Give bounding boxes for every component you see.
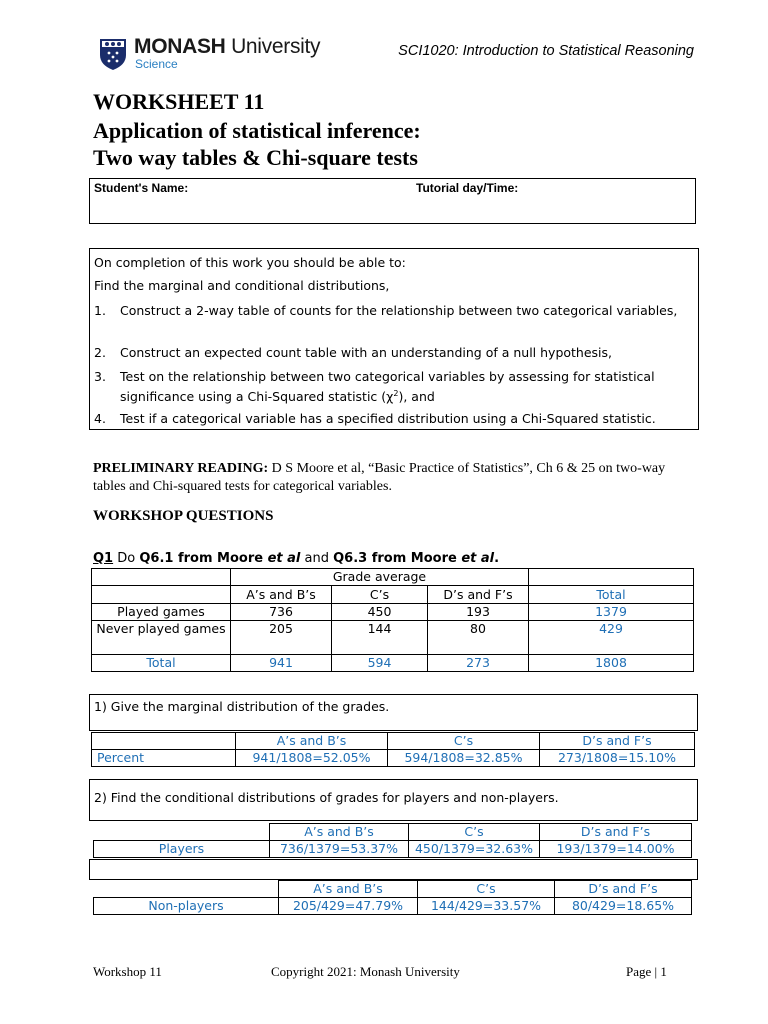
column-header: D’s and F’s	[540, 733, 695, 750]
table-cell: 450/1379=32.63%	[409, 841, 540, 858]
table-cell	[92, 733, 236, 750]
learning-objectives-box	[89, 248, 699, 430]
table-cell: 1379	[529, 604, 694, 621]
column-header: C’s	[409, 824, 540, 841]
table-cell: 80	[428, 621, 529, 655]
table-cell: 594/1808=32.85%	[388, 750, 540, 767]
preliminary-reading: PRELIMINARY READING: D S Moore et al, “Basic Practice of Statistics”, Ch 6 & 25 on two-way tables and Chi-squared tests for categorical variables.	[93, 461, 666, 494]
table-cell	[92, 586, 231, 604]
table-cell: 273	[428, 655, 529, 672]
table-cell: 144/429=33.57%	[418, 898, 555, 915]
student-info-box[interactable]	[89, 178, 696, 224]
row-label: Total	[92, 655, 231, 672]
table-cell	[529, 569, 694, 586]
table-cell: 80/429=18.65%	[555, 898, 692, 915]
question-1: Q1 Do Q6.1 from Moore et al and Q6.3 from Moore et al.	[93, 551, 500, 566]
table-row	[92, 621, 694, 655]
marginal-distribution-table	[91, 732, 695, 767]
row-label: Never played games	[92, 621, 231, 655]
worksheet-subtitle-line2: Two way tables & Chi-square tests	[93, 145, 418, 170]
row-label: Played games	[92, 604, 231, 621]
table-cell: 429	[529, 621, 694, 655]
objective-number: 3.	[94, 369, 106, 384]
footer-copyright: Copyright 2021: Monash University	[271, 964, 460, 979]
column-header: C’s	[388, 733, 540, 750]
objectives-intro: On completion of this work you should be able to:	[94, 255, 406, 270]
conditional-distribution-question	[89, 779, 698, 821]
row-label: Non-players	[94, 898, 279, 915]
objective-number: 1.	[94, 303, 106, 318]
column-header: C’s	[332, 586, 428, 604]
objective-text: Test on the relationship between two categorical variables by assessing for statistical significance using a Chi-Squared statistic $(\chi^2)$, and	[120, 369, 655, 405]
objective-text: Construct a 2-way table of counts for the relationship between two categorical variables,	[120, 303, 678, 318]
players-conditional-table	[93, 823, 692, 858]
grades-two-way-table	[91, 568, 694, 672]
table-row	[92, 604, 694, 621]
faculty-name: Science	[135, 57, 178, 71]
table-cell	[94, 824, 270, 841]
table-cell: 594	[332, 655, 428, 672]
workshop-questions-heading: WORKSHOP QUESTIONS	[93, 508, 274, 524]
table-corner	[92, 569, 231, 586]
objective-number: 4.	[94, 411, 106, 426]
course-title: SCI1020: Introduction to Statistical Reasoning	[398, 43, 694, 59]
column-header: A’s and B’s	[231, 586, 332, 604]
grade-average-header: Grade average	[231, 569, 529, 586]
monash-crest-icon	[98, 37, 128, 71]
table-cell: 736	[231, 604, 332, 621]
table-cell: 205	[231, 621, 332, 655]
table-row	[92, 655, 694, 672]
university-name: MONASH University	[134, 35, 321, 58]
table-cell: 273/1808=15.10%	[540, 750, 695, 767]
column-header: D’s and F’s	[555, 881, 692, 898]
table-cell: 450	[332, 604, 428, 621]
marginal-distribution-question	[89, 694, 698, 731]
worksheet-title: WORKSHEET 11	[93, 89, 265, 114]
row-label: Players	[94, 841, 270, 858]
question-text: 2) Find the conditional distributions of grades for players and non-players.	[94, 790, 559, 805]
column-header: C’s	[418, 881, 555, 898]
table-row	[94, 841, 692, 858]
column-header: A’s and B’s	[236, 733, 388, 750]
answer-spacer-box	[89, 859, 698, 880]
question-text: 1) Give the marginal distribution of the grades.	[94, 699, 390, 714]
column-header: A’s and B’s	[270, 824, 409, 841]
column-header: D’s and F’s	[540, 824, 692, 841]
table-row	[92, 750, 695, 767]
table-cell: 193	[428, 604, 529, 621]
table-cell: 1808	[529, 655, 694, 672]
table-row	[94, 898, 692, 915]
row-label: Percent	[92, 750, 236, 767]
objective-text: Construct an expected count table with an understanding of a null hypothesis,	[120, 345, 613, 360]
footer-page-number: Page | 1	[626, 964, 667, 979]
column-header: Total	[529, 586, 694, 604]
student-name-label: Student's Name:	[94, 181, 189, 195]
nonplayers-conditional-table	[93, 880, 692, 915]
objective-text: Test if a categorical variable has a specified distribution using a Chi-Squared statistic.	[120, 411, 656, 426]
objectives-find: Find the marginal and conditional distributions,	[94, 278, 390, 293]
table-cell: 205/429=47.79%	[279, 898, 418, 915]
table-cell: 193/1379=14.00%	[540, 841, 692, 858]
column-header: A’s and B’s	[279, 881, 418, 898]
table-cell: 736/1379=53.37%	[270, 841, 409, 858]
column-header: D’s and F’s	[428, 586, 529, 604]
table-cell: 144	[332, 621, 428, 655]
table-cell	[94, 881, 279, 898]
table-cell: 941	[231, 655, 332, 672]
footer-workshop: Workshop 11	[93, 964, 162, 979]
table-cell: 941/1808=52.05%	[236, 750, 388, 767]
monash-logo	[98, 37, 328, 73]
tutorial-time-label: Tutorial day/Time:	[416, 181, 519, 195]
objective-number: 2.	[94, 345, 106, 360]
worksheet-subtitle-line1: Application of statistical inference:	[93, 118, 421, 143]
